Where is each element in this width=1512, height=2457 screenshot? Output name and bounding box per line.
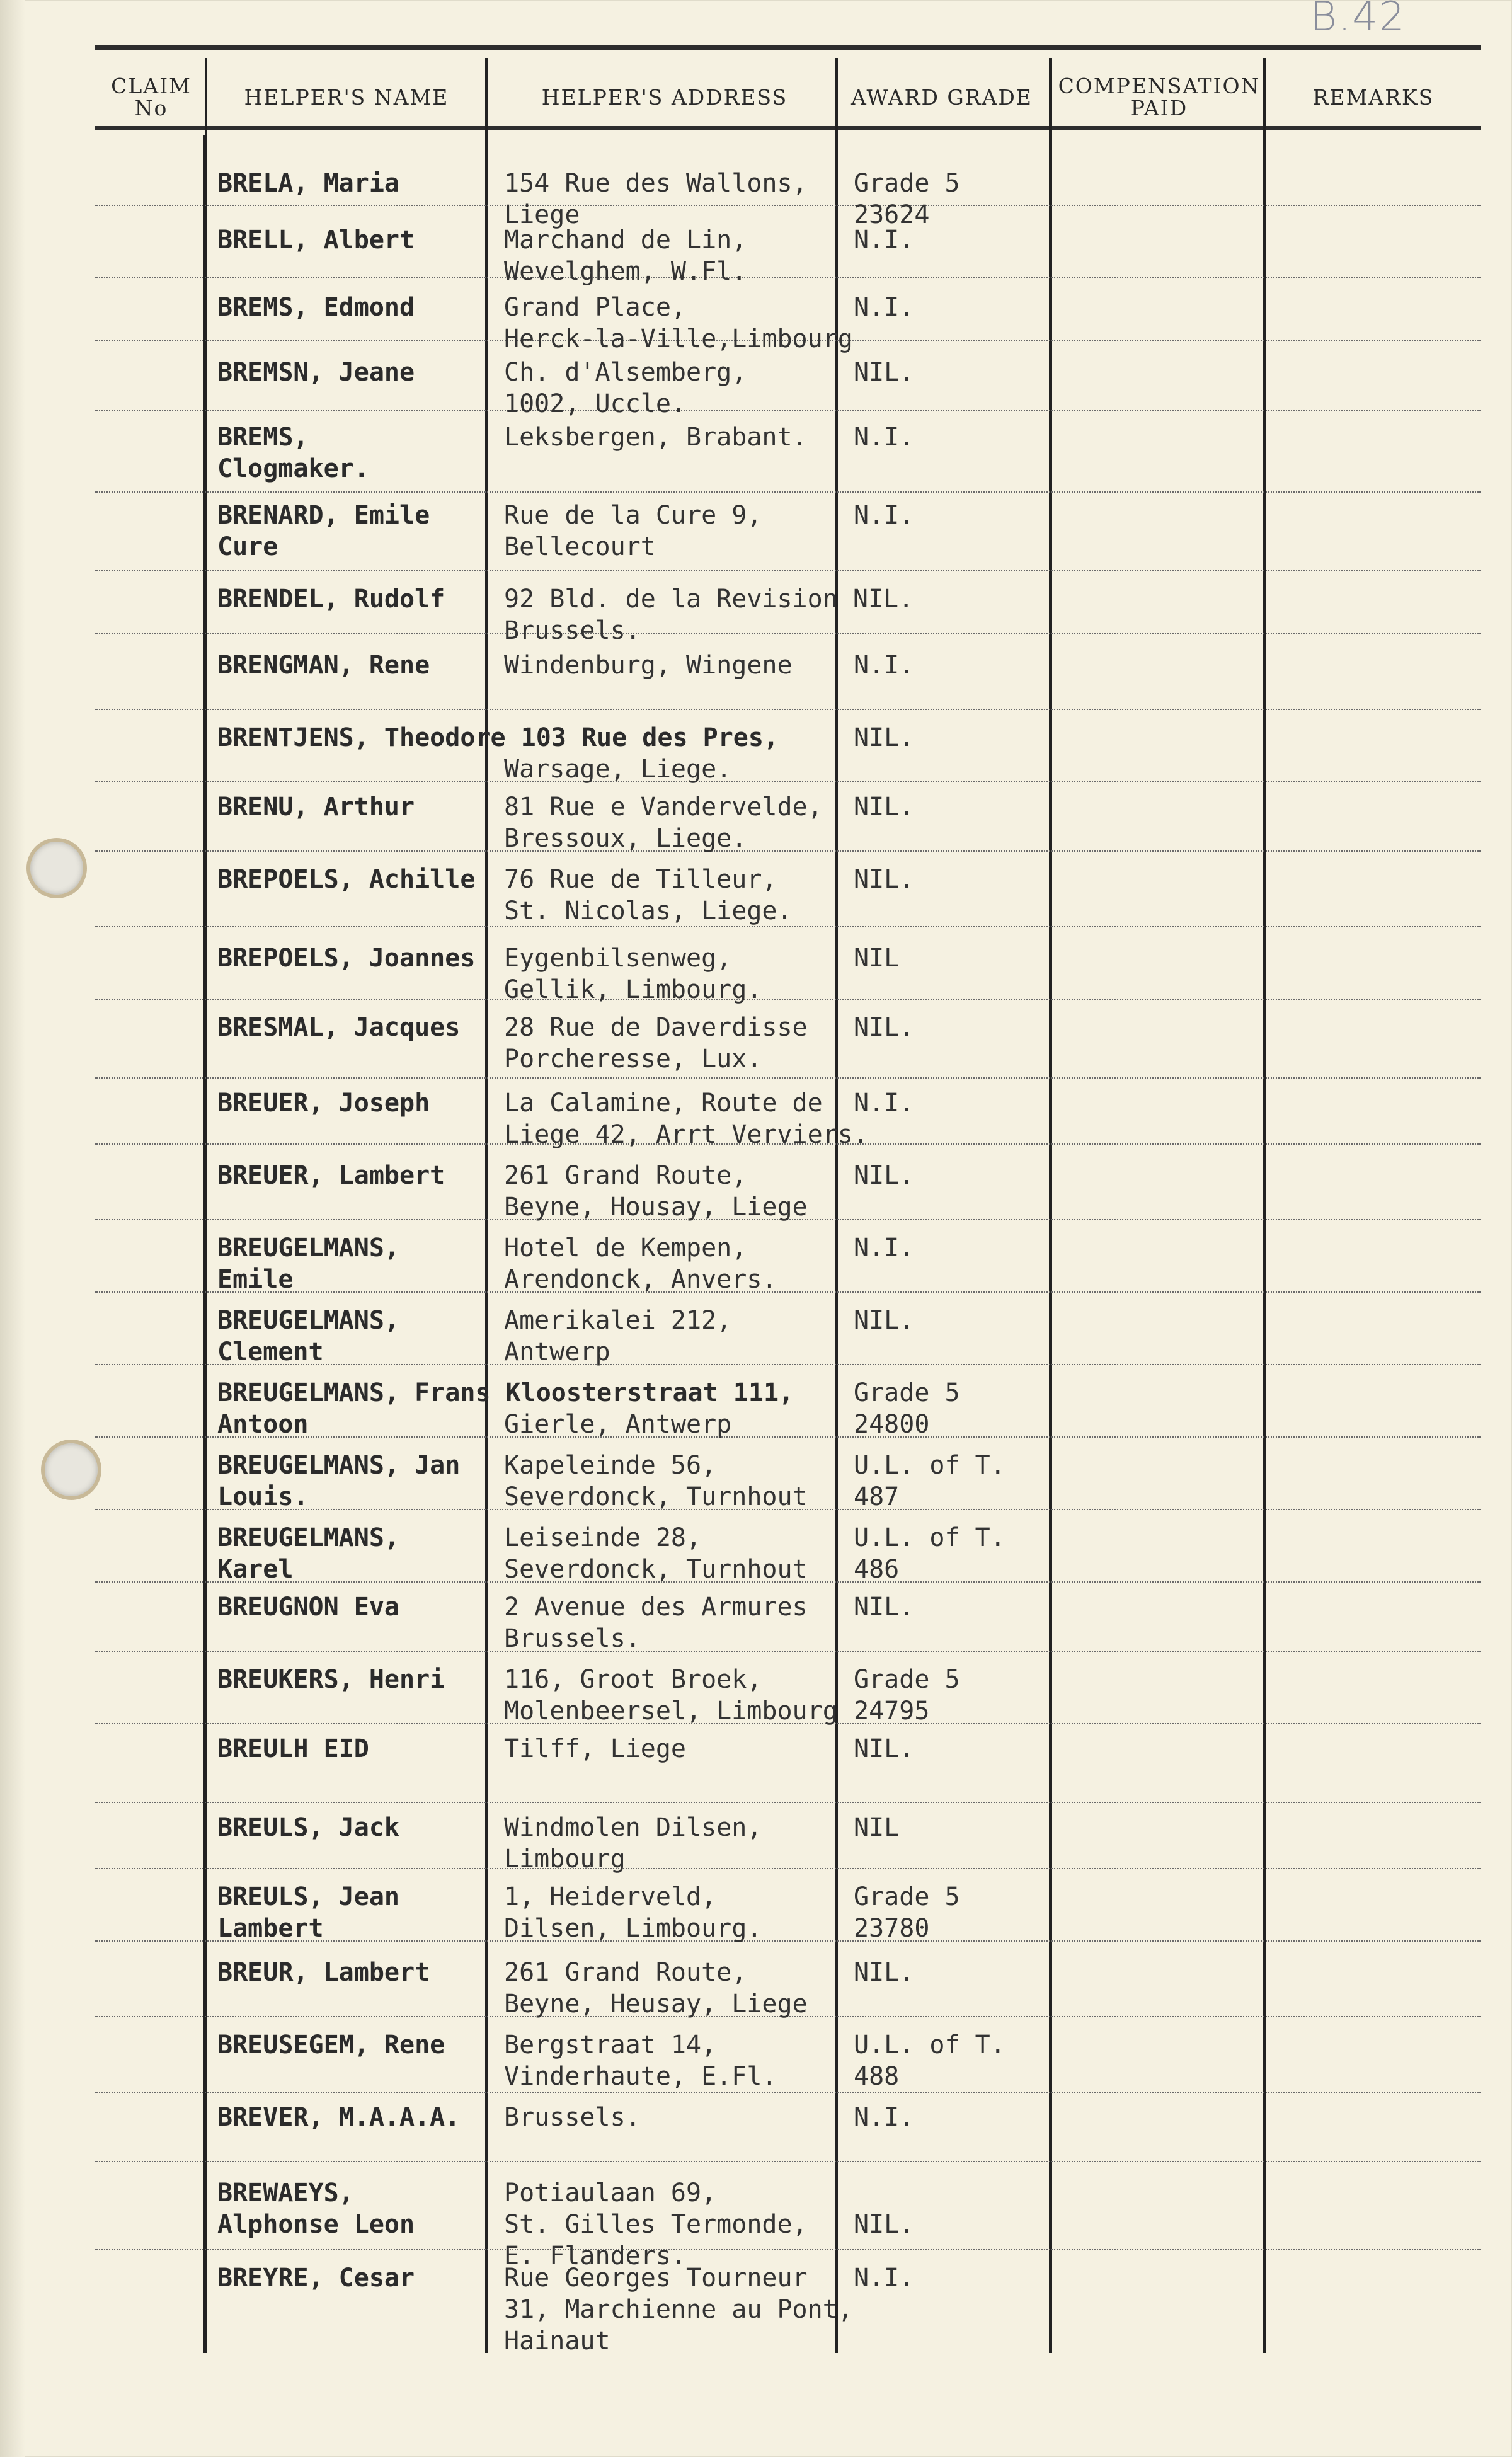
award-line: NIL <box>854 944 900 973</box>
award-line: NIL. <box>854 358 915 387</box>
address-line: Beyne, Housay, Liege <box>504 1193 808 1222</box>
header-claim-label: CLAIM <box>111 74 192 99</box>
award-line: NIL. <box>854 2210 915 2239</box>
address-line: 154 Rue des Wallons, <box>504 169 808 198</box>
row-divider <box>94 205 1480 206</box>
award-line: N.I. <box>854 226 915 255</box>
address-line: Windenburg, Wingene <box>504 651 793 680</box>
header-claim <box>101 63 202 132</box>
name-line: BREWAEYS, <box>217 2179 354 2208</box>
address-line: Leiseinde 28, <box>504 1523 702 1552</box>
award-line: NIL. <box>854 1958 915 1987</box>
header-award-grade: AWARD GRADE <box>851 84 1033 110</box>
name-line: BRENTJENS, Theodore 103 Rue des Pres, <box>217 723 779 752</box>
address-line: Hotel de Kempen, <box>504 1234 747 1263</box>
award-line: 24800 <box>854 1410 930 1439</box>
address-line: Windmolen Dilsen, <box>504 1813 762 1842</box>
address-line: Antwerp <box>504 1337 610 1366</box>
address-line: Bellecourt <box>504 532 656 561</box>
address-line: Herck-la-Ville,Limbourg <box>504 324 853 353</box>
award-line: NIL. <box>854 1593 915 1622</box>
address-line: Grand Place, <box>504 293 686 322</box>
name-line: BREULH EID <box>217 1734 369 1763</box>
award-line: U.L. of T. <box>854 2030 1005 2059</box>
award-line: N.I. <box>854 293 915 322</box>
row-divider <box>94 781 1480 782</box>
name-line: BREMS, <box>217 423 309 452</box>
address-line: Tilff, Liege <box>504 1734 686 1763</box>
address-line: La Calamine, Route de <box>504 1089 823 1118</box>
address-line: 1, Heiderveld, <box>504 1882 717 1911</box>
header-claim-no: No <box>134 96 168 120</box>
row-divider <box>94 633 1480 634</box>
name-line: Lambert <box>217 1914 324 1943</box>
award-line: N.I. <box>854 1234 915 1263</box>
address-line: St. Nicolas, Liege. <box>504 896 793 925</box>
address-line: Amerikalei 212, <box>504 1306 732 1335</box>
award-line: NIL <box>854 1813 900 1842</box>
address-line: 2 Avenue des Armures <box>504 1593 808 1622</box>
award-line: N.I. <box>854 501 915 530</box>
name-line: BREPOELS, Joannes <box>217 944 476 973</box>
col-line-2 <box>485 58 488 2353</box>
row-divider <box>94 850 1480 852</box>
name-line: Clement <box>217 1337 324 1366</box>
award-line: 23780 <box>854 1914 930 1943</box>
award-line: Grade 5 <box>854 1882 960 1911</box>
address-line: 1002, Uccle. <box>504 389 686 418</box>
row-divider <box>94 2161 1480 2162</box>
name-line: BRELL, Albert <box>217 226 415 255</box>
address-line: Bressoux, Liege. <box>504 824 747 853</box>
address-line: Brussels. <box>504 1624 641 1653</box>
name-line: BREUSEGEM, Rene <box>217 2030 445 2059</box>
award-line: N.I. <box>854 1089 915 1118</box>
address-line: Rue de la Cure 9, <box>504 501 762 530</box>
address-line: Dilsen, Limbourg. <box>504 1914 762 1943</box>
award-line: N.I. <box>854 2103 915 2132</box>
address-line: Molenbeersel, Limbourg <box>504 1697 838 1726</box>
col-line-5 <box>1263 58 1266 2353</box>
header-remarks: REMARKS <box>1312 84 1435 110</box>
address-line: Hainaut <box>504 2327 610 2356</box>
address-line: 261 Grand Route, <box>504 1161 747 1190</box>
col-line-3 <box>835 58 838 2353</box>
address-line: Warsage, Liege. <box>504 755 732 784</box>
name-line: BRESMAL, Jacques <box>217 1013 461 1042</box>
row-divider <box>94 1077 1480 1079</box>
award-line: Grade 5 <box>854 1378 960 1407</box>
award-line: 486 <box>854 1555 900 1584</box>
address-line: 31, Marchienne au Pont, <box>504 2295 853 2324</box>
name-line: BRELA, Maria <box>217 169 399 198</box>
row-divider <box>94 1802 1480 1803</box>
address-line: 116, Groot Broek, <box>504 1665 762 1694</box>
name-line: BREMS, Edmond <box>217 293 415 322</box>
address-line: Leksbergen, Brabant. <box>504 423 808 452</box>
address-line: Severdonck, Turnhout <box>504 1482 808 1511</box>
header-compensation-paid: COMPENSATION PAID <box>1058 74 1261 120</box>
name-line: BREMSN, Jeane <box>217 358 415 387</box>
address-line: Beyne, Heusay, Liege <box>504 1990 808 2019</box>
name-line: BREUKERS, Henri <box>217 1665 445 1694</box>
row-divider <box>94 491 1480 493</box>
punch-hole-top <box>26 838 87 898</box>
award-line: NIL. <box>854 865 915 894</box>
address-line: Gellik, Limbourg. <box>504 975 762 1004</box>
col-line-4 <box>1049 58 1052 2353</box>
name-line: BRENDEL, Rudolf <box>217 585 445 614</box>
name-line: Louis. <box>217 1482 309 1511</box>
award-line: NIL. <box>854 1734 915 1763</box>
name-line: Cure <box>217 532 278 561</box>
punch-hole-bottom <box>41 1440 101 1500</box>
address-line: Bergstraat 14, <box>504 2030 717 2059</box>
row-divider <box>94 709 1480 710</box>
name-line: BREUGELMANS, Frans Kloosterstraat 111, <box>217 1378 794 1407</box>
award-line: NIL. <box>854 1306 915 1335</box>
address-line: E. Flanders. <box>504 2242 686 2271</box>
address-line: 28 Rue de Daverdisse <box>504 1013 808 1042</box>
award-line: N.I. <box>854 651 915 680</box>
address-line: St. Gilles Termonde, <box>504 2210 808 2239</box>
row-divider <box>94 570 1480 571</box>
award-line: NIL. <box>854 793 915 822</box>
address-line: Severdonck, Turnhout <box>504 1555 808 1584</box>
award-line: Grade 5 <box>854 1665 960 1694</box>
row-divider <box>94 999 1480 1000</box>
address-line: Arendonck, Anvers. <box>504 1265 777 1294</box>
name-line: BREUGELMANS, <box>217 1306 399 1335</box>
award-line: NIL. <box>854 1013 915 1042</box>
address-line: Ch. d'Alsemberg, <box>504 358 747 387</box>
name-line: BREVER, M.A.A.A. <box>217 2103 461 2132</box>
header-helper-name: HELPER'S NAME <box>244 84 449 110</box>
award-line: Grade 5 <box>854 169 960 198</box>
address-line: Brussels. <box>504 616 641 645</box>
address-line: Wevelghem, W.Fl. <box>504 257 747 286</box>
header-helper-address: HELPER'S ADDRESS <box>541 84 788 110</box>
address-line: 81 Rue e Vandervelde, <box>504 793 823 822</box>
row-divider <box>94 277 1480 278</box>
name-line: BREUGNON Eva <box>217 1593 399 1622</box>
header-rule <box>94 126 1480 130</box>
name-line: BREUGELMANS, Jan <box>217 1451 461 1480</box>
name-line: BREULS, Jean <box>217 1882 399 1911</box>
address-line: Gierle, Antwerp <box>504 1410 732 1439</box>
col-line-1-body <box>203 135 207 2353</box>
award-line: 23624 <box>854 200 930 229</box>
name-line: Clogmaker. <box>217 454 369 483</box>
award-line: N.I. <box>854 2264 915 2293</box>
name-line: BREPOELS, Achille <box>217 865 476 894</box>
name-line: BREYRE, Cesar <box>217 2264 415 2293</box>
address-line: Limbourg <box>504 1845 626 1874</box>
row-divider <box>94 2249 1480 2250</box>
address-line: Porcheresse, Lux. <box>504 1045 762 1074</box>
name-line: Emile <box>217 1265 294 1294</box>
name-line: Karel <box>217 1555 294 1584</box>
award-line: U.L. of T. <box>854 1451 1005 1480</box>
address-line: Vinderhaute, E.Fl. <box>504 2062 777 2091</box>
address-line: Liege 42, Arrt Verviers. <box>504 1120 868 1149</box>
page-number: B.42 <box>1310 0 1406 40</box>
address-line: 76 Rue de Tilleur, <box>504 865 777 894</box>
address-line: Marchand de Lin, <box>504 226 747 255</box>
address-line: Potiaulaan 69, <box>504 2179 717 2208</box>
address-line: 261 Grand Route, <box>504 1958 747 1987</box>
row-divider <box>94 1292 1480 1293</box>
address-line: Liege <box>504 200 580 229</box>
award-line: 487 <box>854 1482 900 1511</box>
address-line: Brussels. <box>504 2103 641 2132</box>
name-line: BREUGELMANS, <box>217 1523 399 1552</box>
name-line: BRENARD, Emile <box>217 501 430 530</box>
row-divider <box>94 410 1480 411</box>
name-line: Antoon <box>217 1410 309 1439</box>
award-line: U.L. of T. <box>854 1523 1005 1552</box>
address-line: 92 Bld. de la Revision NIL. <box>504 585 914 614</box>
name-line: BREULS, Jack <box>217 1813 399 1842</box>
award-line: N.I. <box>854 423 915 452</box>
name-line: BREUGELMANS, <box>217 1234 399 1263</box>
col-line-1 <box>205 58 207 135</box>
award-line: 488 <box>854 2062 900 2091</box>
name-line: BRENU, Arthur <box>217 793 415 822</box>
name-line: BREUER, Lambert <box>217 1161 445 1190</box>
name-line: BREUER, Joseph <box>217 1089 430 1118</box>
address-line: Kapeleinde 56, <box>504 1451 717 1480</box>
address-line: Rue Georges Tourneur <box>504 2264 808 2293</box>
award-line: 24795 <box>854 1697 930 1726</box>
row-divider <box>94 1868 1480 1869</box>
name-line: BREUR, Lambert <box>217 1958 430 1987</box>
row-divider <box>94 2092 1480 2093</box>
award-line: NIL. <box>854 1161 915 1190</box>
address-line: Eygenbilsenweg, <box>504 944 732 973</box>
top-rule <box>94 45 1480 50</box>
name-line: BRENGMAN, Rene <box>217 651 430 680</box>
row-divider <box>94 1651 1480 1652</box>
name-line: Alphonse Leon <box>217 2210 415 2239</box>
award-line: NIL. <box>854 723 915 752</box>
